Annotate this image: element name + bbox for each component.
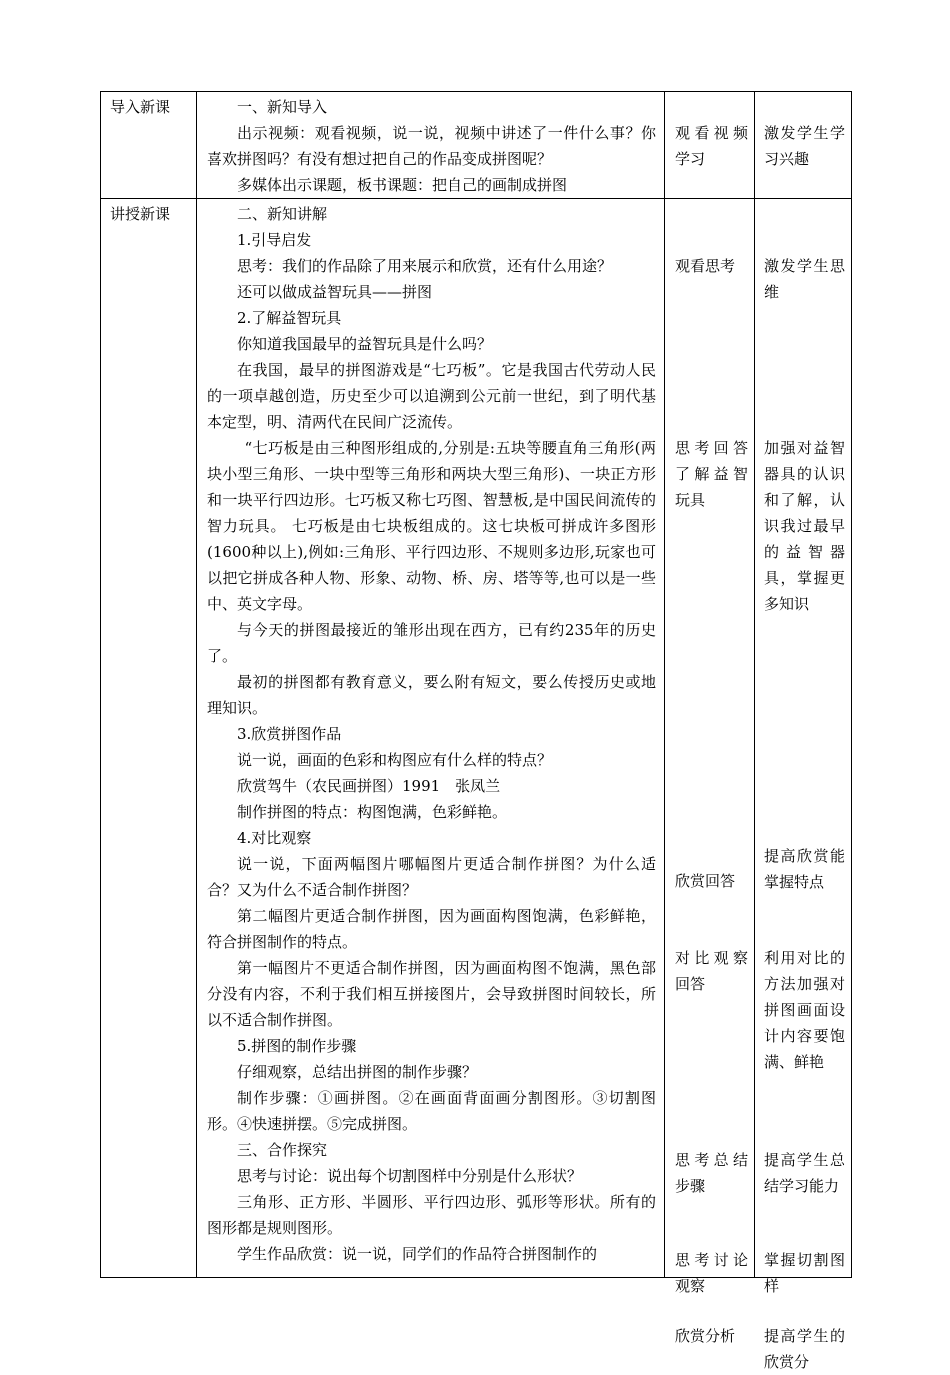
paragraph: 欣赏驾牛（农民画拼图）1991 张凤兰 xyxy=(237,777,501,795)
student-activity: 对比观察回答 xyxy=(675,949,748,993)
content-cell xyxy=(197,92,665,199)
paragraph: 在我国，最早的拼图游戏是“七巧板”。它是我国古代劳动人民的一项卓越创造，历史至少可以追溯到公元前一世纪，到了明代基本定型，明、清两代在民间广泛流传。 xyxy=(207,361,656,431)
student-activity-cell xyxy=(665,199,755,1345)
stage-label: 导入新课 xyxy=(110,98,171,116)
table-row-teaching xyxy=(101,199,852,1278)
paragraph: 最初的拼图都有教育意义，要么附有短文，要么传授历史或地理知识。 xyxy=(207,673,656,717)
student-activity: 观看思考 xyxy=(675,257,736,275)
content-cell xyxy=(197,199,665,1278)
paragraph: 第二幅图片更适合制作拼图，因为画面构图饱满，色彩鲜艳，符合拼图制作的特点。 xyxy=(207,907,656,951)
design-purpose: 利用对比的方法加强对拼图画面设计内容要饱满、鲜艳 xyxy=(764,949,845,1071)
lesson-plan-table xyxy=(100,91,852,1371)
paragraph: 你知道我国最早的益智玩具是什么吗？ xyxy=(237,335,493,353)
paragraph: 与今天的拼图最接近的雏形出现在西方，已有约235年的历史了。 xyxy=(207,621,656,665)
student-activity: 欣赏分析 xyxy=(675,1327,736,1345)
paragraph: 制作步骤：①画拼图。②在画面背面画分割图形。③切割图形。④快速拼摆。⑤完成拼图。 xyxy=(207,1089,656,1133)
subheading: 1.引导启发 xyxy=(237,231,312,249)
subheading: 4.对比观察 xyxy=(237,829,312,847)
design-purpose: 激发学生思维 xyxy=(764,257,845,301)
section-heading: 三、合作探究 xyxy=(237,1141,328,1159)
stage-cell xyxy=(101,92,197,199)
student-activity: 思考总结步骤 xyxy=(675,1151,748,1195)
stage-label: 讲授新课 xyxy=(110,205,171,223)
design-purpose-cell xyxy=(755,199,852,1371)
design-purpose: 加强对益智器具的认识和了解，认识我过最早的益智器具，掌握更多知识 xyxy=(764,439,845,613)
paragraph: 出示视频：观看视频，说一说，视频中讲述了一件什么事？你喜欢拼图吗？有没有想过把自己的作品变成拼图呢？ xyxy=(207,124,656,168)
student-activity-cell xyxy=(665,92,755,199)
paragraph: 说一说，画面的色彩和构图应有什么样的特点？ xyxy=(237,751,553,769)
design-purpose-cell xyxy=(755,92,852,199)
subheading: 5.拼图的制作步骤 xyxy=(237,1037,357,1055)
paragraph: 多媒体出示课题，板书课题：把自己的画制成拼图 xyxy=(237,176,568,194)
design-purpose: 掌握切割图样 xyxy=(764,1251,845,1295)
section-heading: 二、新知讲解 xyxy=(237,205,328,223)
paragraph: 三角形、正方形、半圆形、平行四边形、弧形等形状。所有的图形都是规则图形。 xyxy=(207,1193,656,1237)
section-heading: 一、新知导入 xyxy=(237,98,328,116)
paragraph: 仔细观察，总结出拼图的制作步骤？ xyxy=(237,1063,478,1081)
student-activity: 观看视频学习 xyxy=(675,124,748,168)
student-activity: 欣赏回答 xyxy=(675,872,736,890)
paragraph: “七巧板是由三种图形组成的,分别是:五块等腰直角三角形(两块小型三角形、一块中型等三角形和两块大型三角形)、一块正方形和一块平行四边形。七巧板又称七巧图、智慧板,是中国民间流传的智力玩具。 七巧板是由七块板组成的。这七块板可拼成许多图形(1600种以上),例如:三角形、平行四边形、不规则多边形,玩家也可以把它拼成各种人物、形象、动物、桥、房、塔等等,也可以是一些中、英文字母。 xyxy=(207,439,656,613)
paragraph: 思考：我们的作品除了用来展示和欣赏，还有什么用途？ xyxy=(237,257,613,275)
paragraph: 还可以做成益智玩具——拼图 xyxy=(237,283,433,301)
table-row-intro xyxy=(101,92,852,199)
stage-cell xyxy=(101,199,197,1278)
subheading: 2.了解益智玩具 xyxy=(237,309,342,327)
paragraph: 第一幅图片不更适合制作拼图，因为画面构图不饱满，黑色部分没有内容，不利于我们相互拼接图片，会导致拼图时间较长，所以不适合制作拼图。 xyxy=(207,959,656,1029)
student-activity: 思考回答了解益智玩具 xyxy=(675,439,748,509)
design-purpose: 激发学生学习兴趣 xyxy=(764,124,845,168)
paragraph: 说一说，下面两幅图片哪幅图片更适合制作拼图？为什么适合？又为什么不适合制作拼图？ xyxy=(207,855,656,899)
design-purpose: 提高学生总结学习能力 xyxy=(764,1151,845,1195)
design-purpose: 提高学生的欣赏分 xyxy=(764,1327,845,1371)
design-purpose: 提高欣赏能掌握特点 xyxy=(764,847,845,891)
paragraph: 思考与讨论：说出每个切割图样中分别是什么形状？ xyxy=(237,1167,583,1185)
paragraph: 学生作品欣赏：说一说，同学们的作品符合拼图制作的 xyxy=(237,1245,598,1263)
subheading: 3.欣赏拼图作品 xyxy=(237,725,342,743)
student-activity: 思考讨论观察 xyxy=(675,1251,748,1295)
paragraph: 制作拼图的特点：构图饱满，色彩鲜艳。 xyxy=(237,803,508,821)
